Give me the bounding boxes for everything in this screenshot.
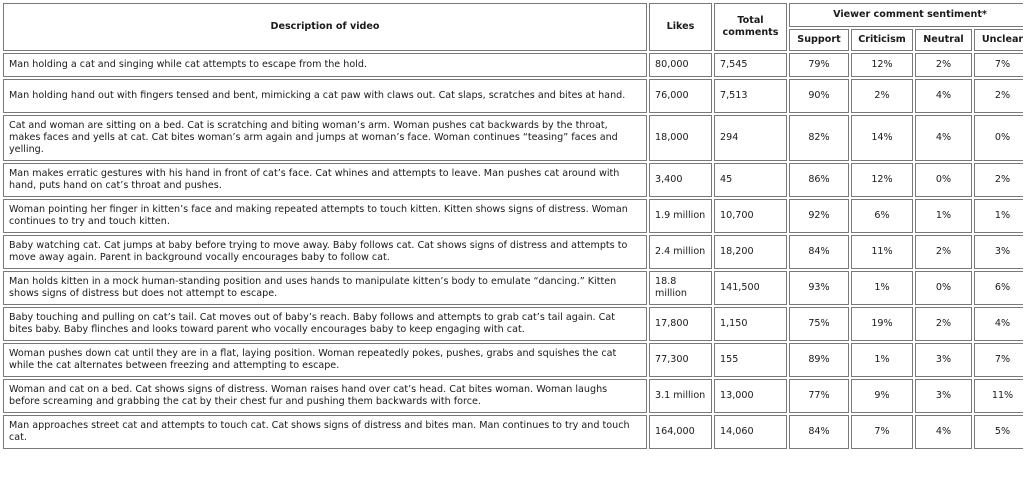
criticism-cell: 1% [851, 343, 913, 377]
unclear-header: Unclear [974, 29, 1023, 51]
unclear-cell: 4% [974, 307, 1023, 341]
sentiment-group-header: Viewer comment sentiment* [789, 3, 1023, 27]
comments-cell: 14,060 [714, 415, 787, 449]
support-cell: 84% [789, 415, 849, 449]
comments-cell: 155 [714, 343, 787, 377]
unclear-cell: 7% [974, 53, 1023, 77]
support-cell: 92% [789, 199, 849, 233]
total-comments-header: Total comments [714, 3, 787, 51]
description-cell: Baby touching and pulling on cat’s tail. Cat moves out of baby’s reach. Baby follows and attempts to grab cat’s tail again. Cat bites baby. Baby flinches and looks toward parent who vocally encourages baby to keep engaging with cat. [3, 307, 647, 341]
neutral-cell: 0% [915, 271, 972, 305]
comments-cell: 141,500 [714, 271, 787, 305]
unclear-cell: 2% [974, 163, 1023, 197]
support-cell: 90% [789, 79, 849, 113]
table-row [3, 115, 1023, 161]
comments-cell: 294 [714, 115, 787, 161]
neutral-cell: 2% [915, 53, 972, 77]
neutral-cell: 3% [915, 379, 972, 413]
video-sentiment-table [1, 1, 1023, 451]
description-cell: Woman and cat on a bed. Cat shows signs of distress. Woman raises hand over cat’s head. Cat bites woman. Woman laughs before screaming and grabbing the cat by their chest fur and pushing them backwards with force. [3, 379, 647, 413]
support-cell: 82% [789, 115, 849, 161]
description-cell: Cat and woman are sitting on a bed. Cat is scratching and biting woman’s arm. Woman pushes cat backwards by the throat, makes faces and yells at cat. Cat bites woman’s arm again and jumps at woman’s face. Woman continues “teasing” faces and yelling. [3, 115, 647, 161]
description-cell: Man holding hand out with fingers tensed and bent, mimicking a cat paw with claws out. Cat slaps, scratches and bites at hand. [3, 79, 647, 113]
comments-cell: 18,200 [714, 235, 787, 269]
support-cell: 77% [789, 379, 849, 413]
likes-cell: 3.1 million [649, 379, 712, 413]
comments-cell: 10,700 [714, 199, 787, 233]
description-cell: Woman pushes down cat until they are in a flat, laying position. Woman repeatedly pokes, pushes, grabs and squishes the cat while the cat alternates between freezing and attempting to escape. [3, 343, 647, 377]
unclear-cell: 5% [974, 415, 1023, 449]
support-header: Support [789, 29, 849, 51]
description-cell: Man approaches street cat and attempts to touch cat. Cat shows signs of distress and bites man. Man continues to try and touch cat. [3, 415, 647, 449]
neutral-cell: 2% [915, 235, 972, 269]
likes-cell: 164,000 [649, 415, 712, 449]
table-row [3, 271, 1023, 305]
neutral-cell: 2% [915, 307, 972, 341]
criticism-cell: 1% [851, 271, 913, 305]
likes-cell: 76,000 [649, 79, 712, 113]
support-cell: 89% [789, 343, 849, 377]
support-cell: 75% [789, 307, 849, 341]
unclear-cell: 6% [974, 271, 1023, 305]
criticism-cell: 11% [851, 235, 913, 269]
likes-cell: 80,000 [649, 53, 712, 77]
comments-cell: 7,545 [714, 53, 787, 77]
table-row [3, 415, 1023, 449]
unclear-cell: 2% [974, 79, 1023, 113]
table-row [3, 163, 1023, 197]
likes-cell: 1.9 million [649, 199, 712, 233]
likes-cell: 18,000 [649, 115, 712, 161]
neutral-cell: 4% [915, 115, 972, 161]
table-row [3, 307, 1023, 341]
header-row-top [3, 3, 1023, 27]
likes-cell: 18.8 million [649, 271, 712, 305]
criticism-cell: 7% [851, 415, 913, 449]
description-cell: Man holds kitten in a mock human-standing position and uses hands to manipulate kitten’s body to emulate “dancing.” Kitten shows signs of distress but does not attempt to escape. [3, 271, 647, 305]
likes-cell: 77,300 [649, 343, 712, 377]
support-cell: 86% [789, 163, 849, 197]
table-container [1, 1, 1023, 478]
likes-cell: 2.4 million [649, 235, 712, 269]
neutral-cell: 0% [915, 163, 972, 197]
table-row [3, 199, 1023, 233]
support-cell: 93% [789, 271, 849, 305]
neutral-cell: 4% [915, 415, 972, 449]
unclear-cell: 1% [974, 199, 1023, 233]
comments-cell: 7,513 [714, 79, 787, 113]
table-row [3, 53, 1023, 77]
neutral-cell: 4% [915, 79, 972, 113]
unclear-cell: 11% [974, 379, 1023, 413]
description-cell: Man holding a cat and singing while cat attempts to escape from the hold. [3, 53, 647, 77]
likes-cell: 17,800 [649, 307, 712, 341]
criticism-cell: 12% [851, 53, 913, 77]
neutral-header: Neutral [915, 29, 972, 51]
support-cell: 79% [789, 53, 849, 77]
table-row [3, 235, 1023, 269]
comments-cell: 45 [714, 163, 787, 197]
unclear-cell: 0% [974, 115, 1023, 161]
neutral-cell: 3% [915, 343, 972, 377]
criticism-cell: 12% [851, 163, 913, 197]
unclear-cell: 3% [974, 235, 1023, 269]
neutral-cell: 1% [915, 199, 972, 233]
table-row [3, 79, 1023, 113]
criticism-header: Criticism [851, 29, 913, 51]
unclear-cell: 7% [974, 343, 1023, 377]
criticism-cell: 6% [851, 199, 913, 233]
criticism-cell: 19% [851, 307, 913, 341]
description-cell: Baby watching cat. Cat jumps at baby before trying to move away. Baby follows cat. Cat shows signs of distress and attempts to move away again. Parent in background vocally encourages baby to follow cat. [3, 235, 647, 269]
table-row [3, 343, 1023, 377]
likes-cell: 3,400 [649, 163, 712, 197]
criticism-cell: 9% [851, 379, 913, 413]
description-cell: Woman pointing her finger in kitten’s face and making repeated attempts to touch kitten. Kitten shows signs of distress. Woman continues to try and touch kitten. [3, 199, 647, 233]
table-row [3, 379, 1023, 413]
comments-cell: 1,150 [714, 307, 787, 341]
likes-header: Likes [649, 3, 712, 51]
description-cell: Man makes erratic gestures with his hand in front of cat’s face. Cat whines and attempts to leave. Man pushes cat around with hand, puts hand on cat’s throat and pushes. [3, 163, 647, 197]
comments-cell: 13,000 [714, 379, 787, 413]
criticism-cell: 14% [851, 115, 913, 161]
description-header: Description of video [3, 3, 647, 51]
criticism-cell: 2% [851, 79, 913, 113]
support-cell: 84% [789, 235, 849, 269]
